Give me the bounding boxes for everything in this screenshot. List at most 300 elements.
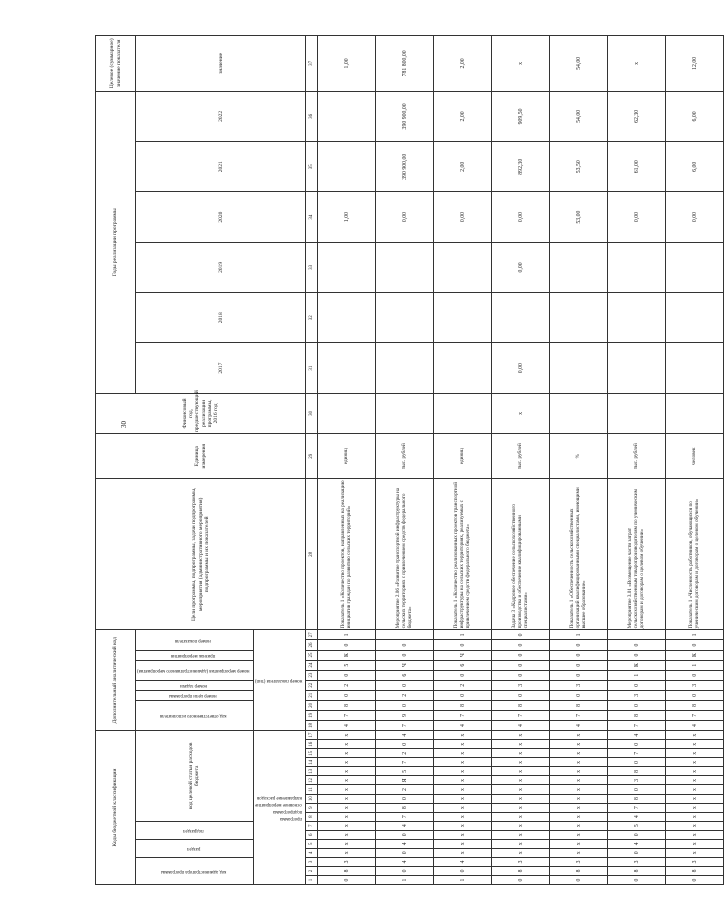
value-2021: 53,50 (550, 142, 608, 192)
executor-header: код ответственного исполнителя (136, 700, 254, 730)
code-cell: х (318, 731, 376, 740)
code-cell: 8 (608, 866, 666, 875)
column-number: 23 (306, 670, 318, 680)
code-cell: 0 (492, 660, 550, 670)
column-number: 36 (306, 91, 318, 141)
code-cell: 0 (376, 740, 434, 749)
code-cell: х (666, 830, 724, 839)
column-number: 6 (306, 830, 318, 839)
code-cell: 1 (666, 630, 724, 640)
code-cell: х (666, 794, 724, 803)
code-cell: 0 (492, 650, 550, 660)
code-cell: х (318, 848, 376, 857)
value-2020: 0,00 (434, 192, 492, 242)
target-item-header: код целевой статьи расходов бюджета (136, 731, 254, 822)
code-cell: 7 (608, 720, 666, 730)
code-cell: 4 (434, 720, 492, 730)
value-2021: 2,00 (434, 142, 492, 192)
value-2019 (666, 242, 724, 292)
code-cell: х (434, 812, 492, 821)
code-cell: х (666, 740, 724, 749)
admin-code-header: код администратора программы (136, 857, 254, 884)
code-cell: х (434, 785, 492, 794)
code-cell: 0 (376, 848, 434, 857)
column-number: 25 (306, 650, 318, 660)
value-2022: 6,00 (666, 91, 724, 141)
year-2021-header: 2021 (136, 142, 306, 192)
column-number: 26 (306, 640, 318, 650)
code-cell: х (550, 749, 608, 758)
code-cell: 0 (608, 758, 666, 767)
years-header: Годы реализации программы (96, 91, 136, 393)
code-cell: 0 (666, 640, 724, 650)
code-cell: 1 (434, 630, 492, 640)
code-cell: х (318, 812, 376, 821)
code-cell: 8 (318, 700, 376, 710)
value-2018 (550, 293, 608, 343)
code-cell: 4 (608, 812, 666, 821)
row-name: Задача 3 «Кадровое обеспечение сельскохозяйственного производства и обеспечение квалифицированными специалистами» (492, 479, 550, 630)
column-number: 17 (306, 731, 318, 740)
code-cell: 8 (550, 700, 608, 710)
row-unit: % (550, 434, 608, 479)
unit-header: Единица измерения (96, 434, 306, 479)
value-2021: 390 900,00 (376, 142, 434, 192)
sign-header: признак мероприятия (136, 650, 254, 660)
code-cell: х (666, 821, 724, 830)
code-cell: х (550, 839, 608, 848)
code-cell: х (434, 767, 492, 776)
code-cell: 0 (318, 690, 376, 700)
code-cell: 4 (608, 731, 666, 740)
code-cell: 2 (434, 680, 492, 690)
column-number: 11 (306, 785, 318, 794)
value-2017 (550, 343, 608, 393)
column-number: 13 (306, 767, 318, 776)
measure-header: номер мероприятия (административного мероприятия) (136, 660, 254, 680)
code-cell: х (434, 794, 492, 803)
code-cell: 7 (434, 710, 492, 720)
code-cell: 0 (376, 680, 434, 690)
code-cell: 3 (608, 690, 666, 700)
code-cell: 3 (666, 680, 724, 690)
column-number: 24 (306, 660, 318, 670)
code-cell: 0 (318, 875, 376, 884)
value-2017: 0,00 (492, 343, 550, 393)
table-row (550, 36, 608, 885)
code-cell: 8 (376, 803, 434, 812)
code-cell: 8 (608, 710, 666, 720)
code-cell: х (318, 749, 376, 758)
code-cell: х (666, 785, 724, 794)
code-cell: х (492, 740, 550, 749)
code-cell: х (318, 839, 376, 848)
value-2018 (492, 293, 550, 343)
code-cell: 0 (666, 670, 724, 680)
column-number: 37 (306, 36, 318, 92)
code-cell: х (492, 848, 550, 857)
table-row (666, 36, 724, 885)
name-header: Цели программы, подпрограммы, задачи подпрограммы, мероприятия (административного мероприятия) подпрограммы и их показателей (96, 479, 306, 630)
code-cell: х (550, 830, 608, 839)
code-cell: х (434, 821, 492, 830)
code-cell: х (550, 848, 608, 857)
column-number: 15 (306, 749, 318, 758)
code-cell: х (492, 794, 550, 803)
code-cell (376, 630, 434, 640)
code-cell: х (318, 767, 376, 776)
code-cell: х (550, 740, 608, 749)
column-number: 1 (306, 875, 318, 884)
value-2017 (376, 343, 434, 393)
code-cell: 0 (492, 690, 550, 700)
code-cell: х (492, 758, 550, 767)
code-cell: 0 (608, 848, 666, 857)
program-codes-subheader: программа подпрограмма основное мероприятие направление расходов (253, 731, 306, 885)
code-cell: К (608, 660, 666, 670)
code-cell: х (666, 758, 724, 767)
code-cell: 2 (376, 690, 434, 700)
column-number: 19 (306, 710, 318, 720)
code-cell: 0 (376, 700, 434, 710)
code-cell: Я (376, 776, 434, 785)
column-number: 33 (306, 242, 318, 292)
column-numbers-row (306, 36, 318, 885)
value-2017 (318, 343, 376, 393)
code-cell: х (492, 767, 550, 776)
code-cell: х (434, 776, 492, 785)
code-cell: х (492, 839, 550, 848)
code-cell: 0 (608, 740, 666, 749)
code-cell: х (434, 803, 492, 812)
year-2020-header: 2020 (136, 192, 306, 242)
value-2021 (318, 142, 376, 192)
row-name: Показатель 1 «Обеспеченность сельскохозяйственных организаций квалифицированными специалистами, имеющими высшее образование» (550, 479, 608, 630)
column-number: 3 (306, 857, 318, 866)
code-cell: 4 (318, 720, 376, 730)
column-number: 30 (306, 393, 318, 433)
code-cell: 7 (666, 710, 724, 720)
row-final: х (608, 36, 666, 92)
code-cell: х (492, 776, 550, 785)
year-2019-header: 2019 (136, 242, 306, 292)
code-cell: 0 (434, 690, 492, 700)
code-cell: х (318, 830, 376, 839)
value-2018 (318, 293, 376, 343)
code-cell: 6 (376, 670, 434, 680)
code-cell: 5 (376, 767, 434, 776)
value-2022 (318, 91, 376, 141)
row-unit: единиц (318, 434, 376, 479)
code-cell: х (434, 731, 492, 740)
table-row (492, 36, 550, 885)
column-number: 29 (306, 434, 318, 479)
code-cell: 1 (550, 630, 608, 640)
code-cell: 0 (434, 670, 492, 680)
code-cell: 0 (666, 875, 724, 884)
page-number: 30 (120, 421, 128, 428)
code-cell: 1 (666, 660, 724, 670)
column-number: 21 (306, 690, 318, 700)
code-cell: К (666, 650, 724, 660)
subsection-header: подраздел (136, 821, 254, 839)
code-cell: 0 (434, 866, 492, 875)
row-base: х (492, 393, 550, 433)
table-row (318, 36, 376, 885)
row-unit: тыс. рублей (492, 434, 550, 479)
value-2022: 54,00 (550, 91, 608, 141)
column-number: 35 (306, 142, 318, 192)
row-final: 54,00 (550, 36, 608, 92)
code-cell: х (434, 758, 492, 767)
code-cell: 4 (666, 720, 724, 730)
code-cell: 6 (434, 660, 492, 670)
code-cell: х (492, 812, 550, 821)
value-2018 (376, 293, 434, 343)
row-base (376, 393, 434, 433)
column-number: 34 (306, 192, 318, 242)
code-cell: К (318, 650, 376, 660)
code-cell: х (666, 803, 724, 812)
code-cell: 3 (318, 857, 376, 866)
code-cell: 0 (376, 650, 434, 660)
column-number: 2 (306, 866, 318, 875)
code-cell: 7 (608, 749, 666, 758)
code-cell: 7 (318, 710, 376, 720)
code-cell: х (318, 794, 376, 803)
row-base (318, 393, 376, 433)
row-base (608, 393, 666, 433)
code-cell: 8 (608, 794, 666, 803)
row-name: Показатель 1 «Численность работников, обучающихся по ученическим договорам и договорам о целевом обучении» (666, 479, 724, 630)
row-name: Мероприятие 2.06 «Развитие транспортной инфраструктуры на сельских территориях с привлечением средств федерального бюджета» (376, 479, 434, 630)
final-sub-header: значение (136, 36, 306, 92)
base-year-header: Финансовый год, предшествующий реализации программы, 2016 год (96, 393, 306, 433)
code-cell: 4 (492, 720, 550, 730)
value-2022: 909,50 (492, 91, 550, 141)
code-cell: 0 (550, 660, 608, 670)
code-cell: 8 (318, 866, 376, 875)
code-cell: х (318, 740, 376, 749)
value-2020: 0,00 (376, 192, 434, 242)
year-2022-header: 2022 (136, 91, 306, 141)
row-final: 2,00 (434, 36, 492, 92)
code-cell: х (550, 803, 608, 812)
code-cell: 0 (376, 866, 434, 875)
code-cell: 1 (434, 875, 492, 884)
row-name: Показатель 1 «Количество проектов, направленных на реализацию инициатив граждан по развитию сельских территорий» (318, 479, 376, 630)
code-cell: 0 (376, 640, 434, 650)
code-cell: 7 (550, 710, 608, 720)
code-cell: 1 (608, 670, 666, 680)
code-cell: 0 (550, 640, 608, 650)
year-2018-header: 2018 (136, 293, 306, 343)
value-2020: 0,00 (492, 192, 550, 242)
code-cell: 4 (376, 731, 434, 740)
value-2020: 53,00 (550, 192, 608, 242)
code-cell: 0 (666, 690, 724, 700)
code-cell: х (550, 731, 608, 740)
task-header: номер задачи (136, 680, 254, 690)
column-number: 31 (306, 343, 318, 393)
code-cell: 3 (492, 857, 550, 866)
code-cell: Ч (376, 660, 434, 670)
code-cell: 0 (550, 875, 608, 884)
code-cell: х (666, 767, 724, 776)
value-2022: 390 900,00 (376, 91, 434, 141)
column-number: 28 (306, 479, 318, 630)
code-cell: 0 (492, 875, 550, 884)
row-base (666, 393, 724, 433)
code-cell: 7 (376, 812, 434, 821)
code-cell: 0 (550, 670, 608, 680)
row-final: 781 800,00 (376, 36, 434, 92)
code-cell: 0 (492, 630, 550, 640)
column-number: 22 (306, 680, 318, 690)
row-final: 1,00 (318, 36, 376, 92)
row-unit: единиц (434, 434, 492, 479)
code-cell: 1 (318, 630, 376, 640)
code-cell: х (492, 821, 550, 830)
code-cell: 0 (608, 680, 666, 690)
code-cell: 0 (608, 700, 666, 710)
code-cell: х (666, 731, 724, 740)
code-cell: х (492, 830, 550, 839)
code-cell: 0 (318, 640, 376, 650)
code-cell: 0 (550, 690, 608, 700)
code-cell: 0 (608, 785, 666, 794)
code-cell: 0 (608, 650, 666, 660)
value-2022: 2,00 (434, 91, 492, 141)
value-2018 (434, 293, 492, 343)
row-name: Показатель 1 «Количество реализованных проектов транспортной инфраструктуры на сельских территориях, реализуемых с привлечением средств федерального бюджета» (434, 479, 492, 630)
column-number: 12 (306, 776, 318, 785)
column-number: 32 (306, 293, 318, 343)
code-cell: 4 (376, 857, 434, 866)
column-number: 4 (306, 848, 318, 857)
code-cell: х (492, 731, 550, 740)
code-cell: х (550, 758, 608, 767)
additional-codes-header: Дополнительный аналитический код (96, 630, 136, 731)
code-cell: 3 (608, 776, 666, 785)
row-unit: человек (666, 434, 724, 479)
table-row (608, 36, 666, 885)
code-cell: х (492, 749, 550, 758)
code-cell: 7 (492, 710, 550, 720)
column-number: 7 (306, 821, 318, 830)
column-number: 18 (306, 720, 318, 730)
code-cell: х (434, 848, 492, 857)
row-final: 12,00 (666, 36, 724, 92)
code-cell: 2 (376, 749, 434, 758)
row-unit: тыс. рублей (608, 434, 666, 479)
code-cell: 9 (376, 710, 434, 720)
column-number: 9 (306, 803, 318, 812)
code-cell (608, 630, 666, 640)
code-cell: 0 (376, 794, 434, 803)
document-sheet (95, 35, 700, 885)
code-cell: 1 (376, 875, 434, 884)
code-cell: 8 (550, 866, 608, 875)
value-2019 (550, 242, 608, 292)
code-cell: 3 (492, 680, 550, 690)
value-2021: 61,00 (608, 142, 666, 192)
code-cell: 4 (434, 857, 492, 866)
code-cell: 0 (318, 670, 376, 680)
column-number: 8 (306, 812, 318, 821)
code-cell: 4 (376, 839, 434, 848)
table-row (376, 36, 434, 885)
code-cell: х (318, 803, 376, 812)
code-cell: х (434, 740, 492, 749)
row-base (434, 393, 492, 433)
code-cell: 5 (608, 821, 666, 830)
value-2019 (608, 242, 666, 292)
code-cell: 0 (434, 640, 492, 650)
code-cell: 8 (666, 700, 724, 710)
table-row (434, 36, 492, 885)
code-cell: х (666, 839, 724, 848)
code-cell: 8 (608, 767, 666, 776)
code-cell: 2 (376, 785, 434, 794)
code-cell: 4 (376, 821, 434, 830)
code-cell: 4 (608, 839, 666, 848)
budget-codes-header: Коды бюджетной классификации (96, 731, 136, 885)
code-cell: 5 (318, 660, 376, 670)
code-cell: х (434, 749, 492, 758)
value-2017 (666, 343, 724, 393)
year-2017-header: 2017 (136, 343, 306, 393)
code-cell: 0 (608, 830, 666, 839)
column-number: 27 (306, 630, 318, 640)
code-cell: 0 (550, 650, 608, 660)
code-cell: 0 (492, 670, 550, 680)
value-2022: 62,30 (608, 91, 666, 141)
value-2020: 0,00 (608, 192, 666, 242)
code-cell: 8 (434, 700, 492, 710)
code-cell: 0 (608, 640, 666, 650)
code-cell: 7 (376, 758, 434, 767)
code-cell: 0 (376, 830, 434, 839)
code-cell: 3 (666, 857, 724, 866)
column-number: 10 (306, 794, 318, 803)
value-2020: 1,00 (318, 192, 376, 242)
goal-header: номер цели программы (136, 690, 254, 700)
code-cell: х (434, 839, 492, 848)
column-number: 16 (306, 740, 318, 749)
column-number: 14 (306, 758, 318, 767)
code-cell: х (550, 812, 608, 821)
code-cell: х (434, 830, 492, 839)
code-cell: х (550, 821, 608, 830)
value-2021: 892,30 (492, 142, 550, 192)
code-cell: х (550, 776, 608, 785)
code-cell: х (666, 812, 724, 821)
row-final: х (492, 36, 550, 92)
code-cell: х (318, 785, 376, 794)
row-base (550, 393, 608, 433)
indicator-header: номер показателя (136, 630, 254, 650)
code-cell: Ч (434, 650, 492, 660)
code-cell: 2 (318, 680, 376, 690)
code-cell: 8 (666, 866, 724, 875)
code-cell: х (666, 776, 724, 785)
value-2018 (666, 293, 724, 343)
code-cell: х (492, 785, 550, 794)
code-cell: 3 (608, 857, 666, 866)
column-number: 20 (306, 700, 318, 710)
code-cell: х (550, 794, 608, 803)
